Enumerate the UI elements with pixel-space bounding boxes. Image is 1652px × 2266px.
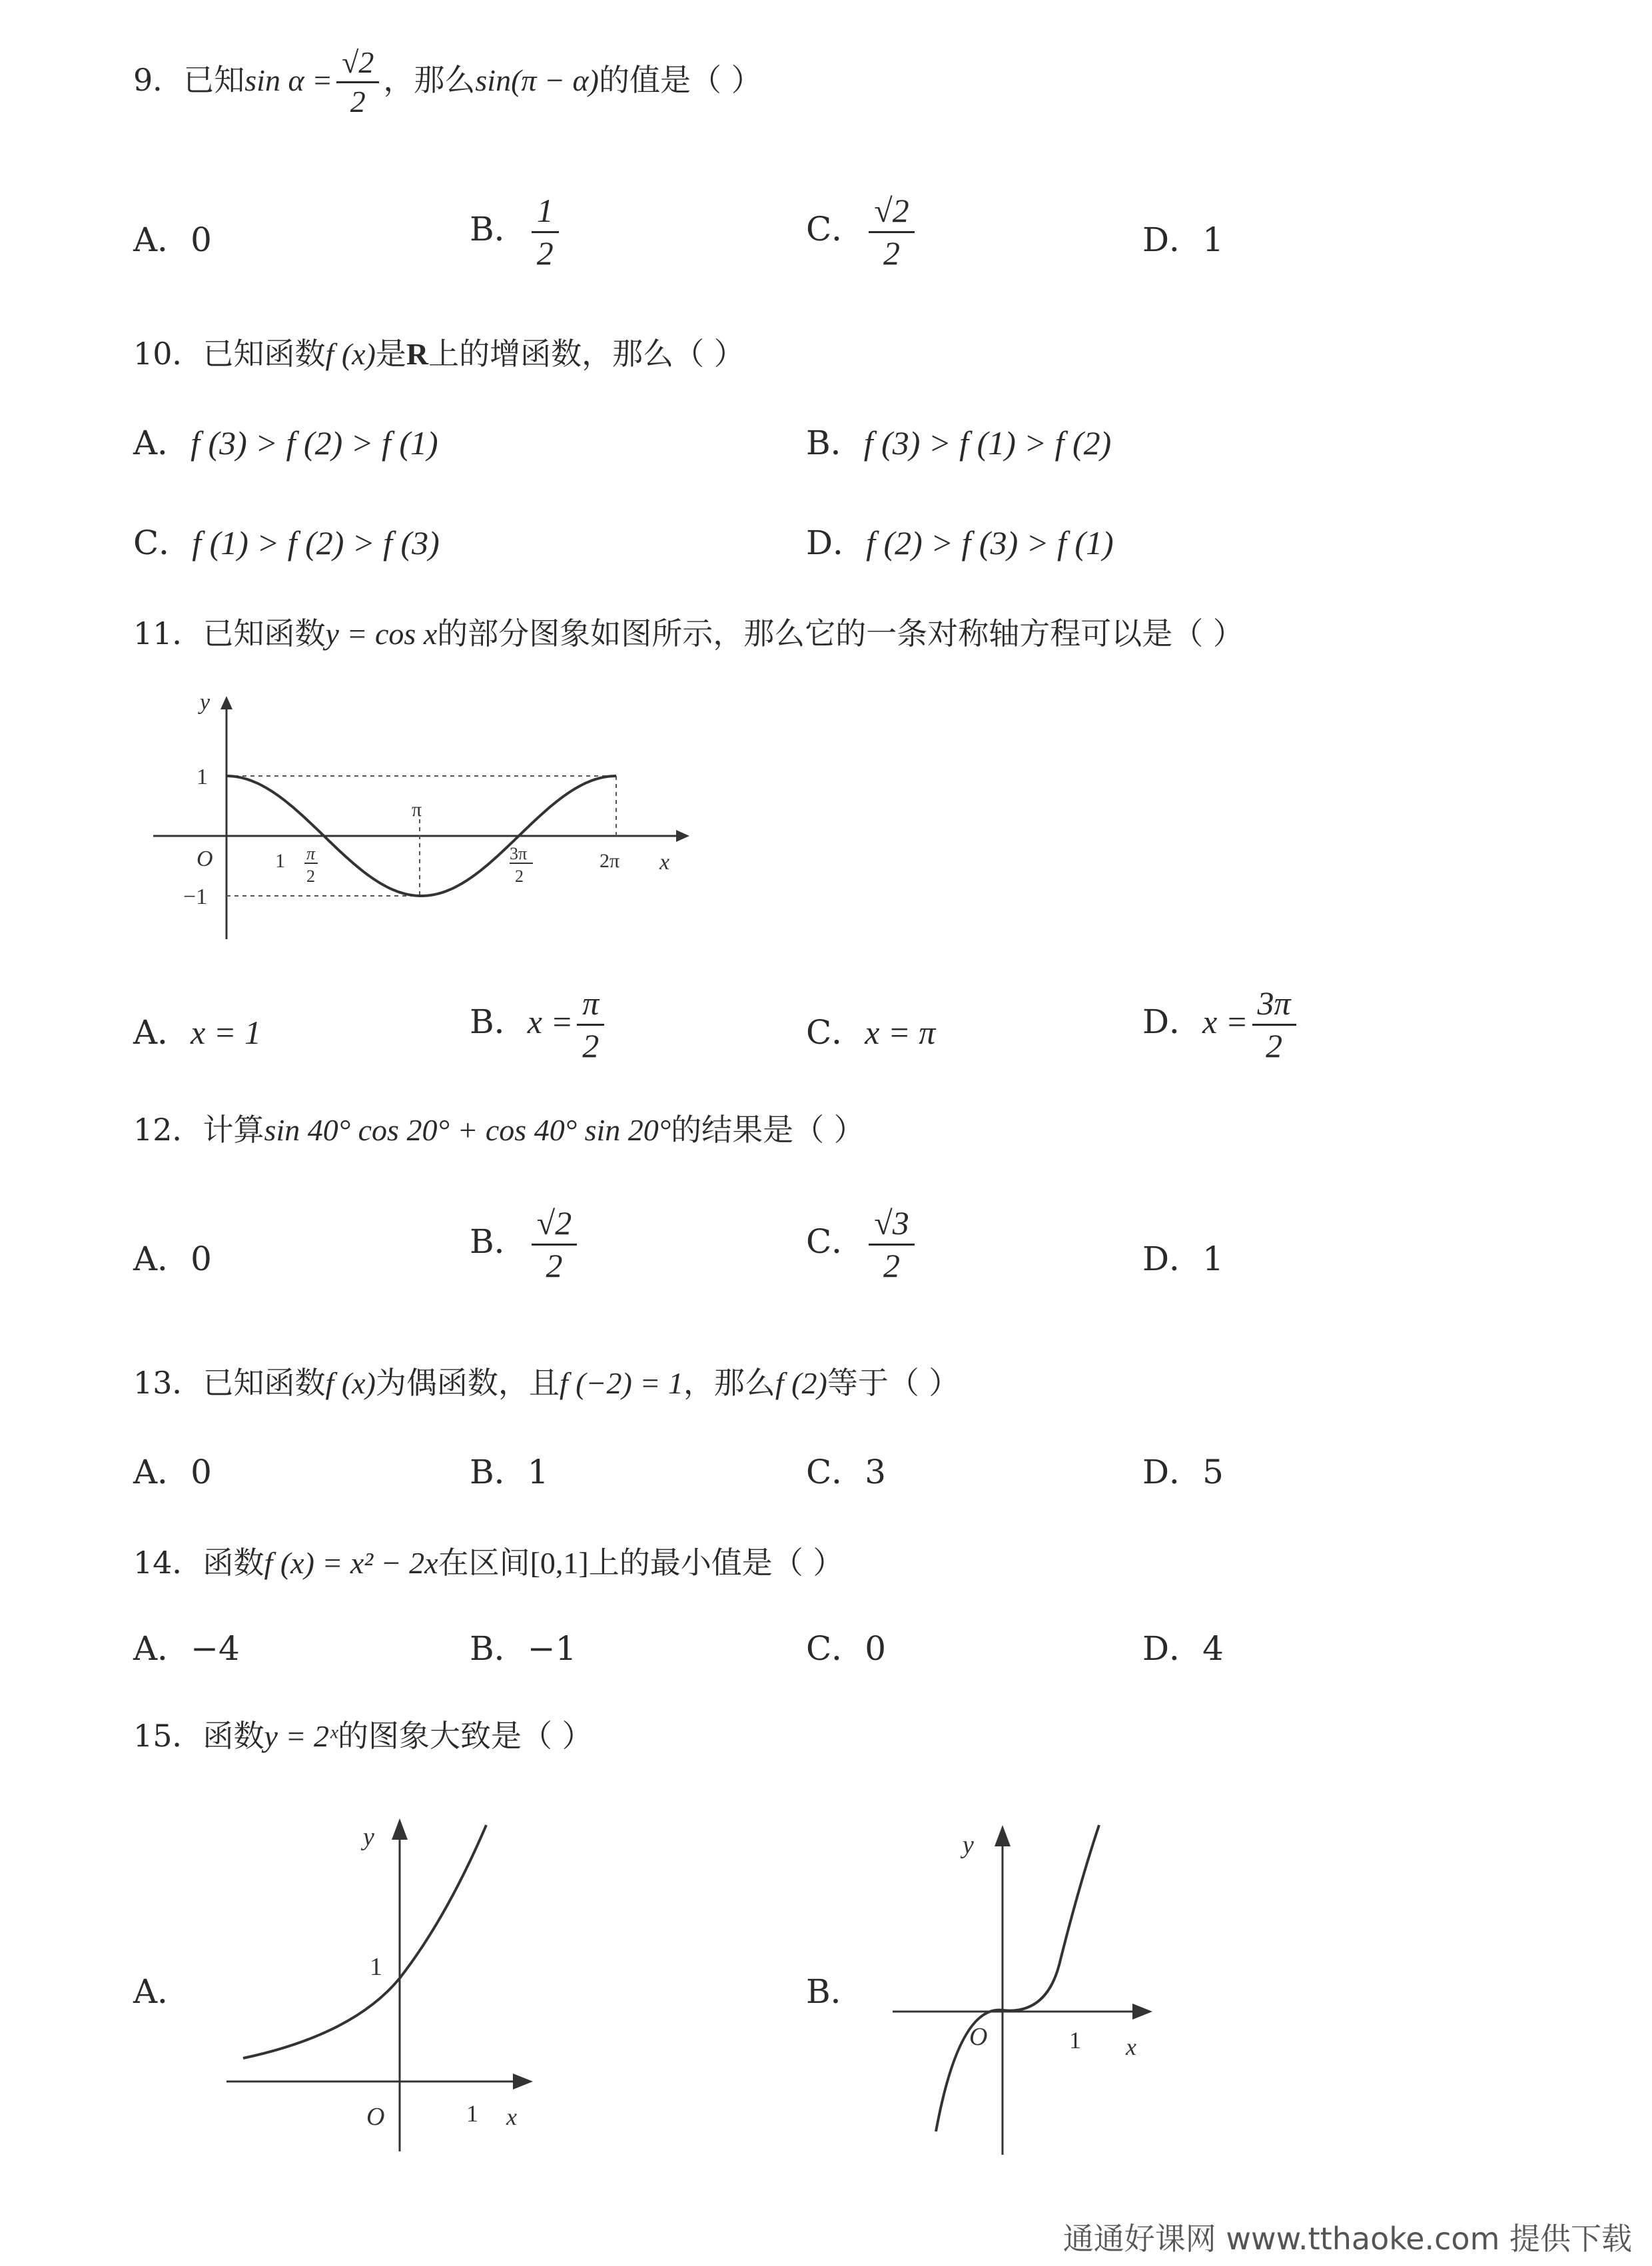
q13-text: ，那么 <box>683 1365 775 1401</box>
option-value: x = 1 <box>191 1014 262 1051</box>
q10-text: 是 <box>375 336 406 372</box>
question-14 <box>133 1539 843 1583</box>
q10-option-a[interactable] <box>133 416 438 464</box>
question-9 <box>133 47 762 119</box>
q12-expr: sin 40° cos 20° + cos 40° sin 20° <box>264 1113 671 1147</box>
q13-option-b[interactable] <box>470 1445 549 1493</box>
q10-fx: f (x) <box>325 337 376 371</box>
question-11 <box>133 609 1244 653</box>
frac-num: √3 <box>869 1206 914 1246</box>
frac-den: 2 <box>1266 1026 1283 1064</box>
frac-den: 2 <box>883 234 900 272</box>
option-label: C． <box>806 1629 865 1668</box>
option-label: D． <box>1142 1002 1203 1041</box>
q12-option-c[interactable] <box>806 1206 919 1283</box>
option-value: f (3) > f (1) > f (2) <box>863 424 1112 462</box>
y-axis-arrow <box>220 696 232 709</box>
q15-option-a[interactable] <box>133 1965 191 2013</box>
tick-y-one: 1 <box>370 1953 382 1981</box>
q14-option-b[interactable] <box>470 1622 576 1670</box>
frac-num: √2 <box>869 193 914 233</box>
q14-option-c[interactable] <box>806 1622 886 1670</box>
q12-text: 12．计算 <box>133 1112 264 1148</box>
q13-f2: f (2) <box>775 1366 827 1400</box>
y-label: y <box>963 1831 974 1859</box>
q15-graph-a <box>220 1812 540 2158</box>
x-label: x <box>659 850 670 875</box>
q11-option-c[interactable] <box>806 1006 935 1054</box>
option-value: 1 <box>1202 220 1224 259</box>
origin-label: O <box>366 2103 385 2131</box>
q13-text: 为偶函数，且 <box>375 1365 560 1401</box>
q10-real-set: R <box>406 337 429 371</box>
option-label: D． <box>1142 1240 1203 1278</box>
tick-x-one: 1 <box>1069 2027 1081 2054</box>
cubic-curve <box>936 1825 1099 2131</box>
option-prefix: x = <box>527 1003 574 1040</box>
q15-text: 的图象大致是（ ） <box>338 1718 593 1754</box>
option-label: C． <box>806 1013 865 1052</box>
tick-half-pi-den: 2 <box>306 867 315 886</box>
tick-2pi: 2π <box>600 850 620 872</box>
y-axis-arrow <box>995 1825 1011 1846</box>
option-value: 1 <box>1202 1240 1224 1278</box>
footer-watermark: 通通好课网 www.tthaoke.com 提供下载 <box>1062 2221 1632 2257</box>
q11-text: 的部分图象如图所示，那么它的一条对称轴方程可以是（ ） <box>437 615 1244 651</box>
option-label: B． <box>470 1453 528 1491</box>
q12-text: 的结果是（ ） <box>671 1112 865 1148</box>
tick-y-one: 1 <box>197 765 208 789</box>
q13-condition: f (−2) = 1 <box>559 1366 683 1400</box>
origin-label: O <box>197 847 213 871</box>
q11-option-a[interactable] <box>133 1006 261 1054</box>
option-label: A． <box>133 220 191 259</box>
frac-den: 2 <box>546 1246 563 1284</box>
y-axis-arrow <box>392 1818 408 1840</box>
tick-x-one: 1 <box>466 2100 478 2127</box>
q13-text: 等于（ ） <box>827 1365 960 1401</box>
q11-text: 11．已知函数 <box>133 615 326 651</box>
q9-number: 9．已知 <box>133 61 245 98</box>
q9-expr-sin-diff: sin(π − α) <box>475 63 599 97</box>
option-value: f (1) > f (2) > f (3) <box>192 524 440 562</box>
option-label: A． <box>133 1240 191 1278</box>
q10-option-c[interactable] <box>133 516 440 564</box>
option-label: D． <box>1142 1453 1203 1491</box>
option-label: B． <box>806 1972 864 2011</box>
question-10 <box>133 330 745 374</box>
option-label: A． <box>133 1972 191 2011</box>
q15-option-b[interactable] <box>806 1965 864 2013</box>
q9-option-c[interactable] <box>806 193 919 270</box>
q9-fraction <box>336 47 379 119</box>
tick-pi: π <box>412 799 422 821</box>
x-label: x <box>506 2103 517 2130</box>
option-label: C． <box>806 1453 865 1491</box>
option-value: x = π <box>865 1014 936 1051</box>
question-12 <box>133 1106 865 1150</box>
option-value: 0 <box>191 220 212 259</box>
frac-den: 2 <box>582 1026 600 1064</box>
q14-text: 在区间 <box>438 1545 530 1581</box>
option-prefix: x = <box>1202 1003 1248 1040</box>
frac-num: √2 <box>532 1206 577 1246</box>
q14-expr: f (x) = x² − 2x <box>264 1546 438 1580</box>
option-label: B． <box>470 1222 528 1261</box>
option-label: D． <box>1142 220 1203 259</box>
option-label: C． <box>133 524 193 562</box>
q9-mid-text: ，那么 <box>383 61 476 98</box>
option-value: 3 <box>865 1453 887 1491</box>
q14-text: 上的最小值是（ ） <box>588 1545 844 1581</box>
option-label: B． <box>470 1629 528 1668</box>
option-label: B． <box>470 1002 528 1041</box>
q9-option-d[interactable] <box>1142 213 1224 261</box>
q9-frac-den: 2 <box>350 85 366 119</box>
option-label: D． <box>1142 1629 1203 1668</box>
q14-text: 14．函数 <box>133 1545 264 1581</box>
q14-option-a[interactable] <box>133 1622 240 1670</box>
q10-text: 上的增函数，那么（ ） <box>428 336 745 372</box>
q11-option-b[interactable] <box>470 986 608 1063</box>
frac-num: 1 <box>532 193 559 233</box>
option-label: C． <box>806 210 865 248</box>
tick-3half-pi-den: 2 <box>515 867 524 886</box>
q13-text: 13．已知函数 <box>133 1365 326 1401</box>
option-label: C． <box>806 1222 865 1261</box>
y-label: y <box>363 1823 374 1851</box>
question-15 <box>133 1712 593 1756</box>
exponential-curve <box>243 1825 486 2058</box>
q11-option-d[interactable] <box>1142 986 1300 1063</box>
q14-interval: [0,1] <box>530 1546 589 1580</box>
option-label: A． <box>133 1453 191 1491</box>
option-label: A． <box>133 1629 191 1668</box>
x-axis-arrow <box>1132 2004 1152 2020</box>
frac-den: 2 <box>536 234 554 272</box>
frac-num: 3π <box>1252 986 1296 1026</box>
q9-option-a[interactable] <box>133 213 212 261</box>
q13-option-c[interactable] <box>806 1445 886 1493</box>
frac-num: π <box>577 986 604 1026</box>
option-value: 5 <box>1202 1453 1224 1491</box>
q9-expr-sin: sin α = <box>244 63 333 97</box>
tick-3half-pi-num: 3π <box>510 844 528 863</box>
option-label: D． <box>806 524 867 562</box>
tick-x-one: 1 <box>275 850 285 872</box>
option-value: 0 <box>191 1240 212 1278</box>
tick-y-neg-one: −1 <box>183 885 208 909</box>
option-label: B． <box>470 210 528 248</box>
q12-option-a[interactable] <box>133 1232 212 1280</box>
frac-den: 2 <box>883 1246 900 1284</box>
origin-label: O <box>969 2023 988 2051</box>
option-value: 0 <box>865 1629 887 1668</box>
question-13 <box>133 1359 959 1403</box>
q15-graph-b <box>879 1812 1159 2158</box>
option-value: 4 <box>1202 1629 1224 1668</box>
q10-option-d[interactable] <box>806 516 1114 564</box>
option-label: B． <box>806 424 864 462</box>
q10-option-b[interactable] <box>806 416 1111 464</box>
q13-option-d[interactable] <box>1142 1445 1224 1493</box>
q11-expr: y = cos x <box>325 617 438 651</box>
option-value: −4 <box>191 1629 240 1668</box>
q12-option-d[interactable] <box>1142 1232 1224 1280</box>
x-axis-arrow <box>513 2074 533 2089</box>
q9-option-b[interactable] <box>470 193 563 270</box>
option-value: f (2) > f (3) > f (1) <box>866 524 1114 562</box>
y-label: y <box>200 690 210 715</box>
q15-text: 15．函数 <box>133 1718 264 1754</box>
q13-option-a[interactable] <box>133 1445 212 1493</box>
q10-text: 10．已知函数 <box>133 336 326 372</box>
option-value: f (3) > f (2) > f (1) <box>191 424 438 462</box>
q15-expr: y = 2ˣ <box>264 1719 338 1753</box>
q9-frac-num: √2 <box>336 47 379 83</box>
tick-half-pi-num: π <box>306 844 316 863</box>
x-axis-arrow <box>676 830 689 842</box>
q13-fx: f (x) <box>325 1366 376 1400</box>
option-value: −1 <box>527 1629 577 1668</box>
q12-option-b[interactable] <box>470 1206 581 1283</box>
q14-option-d[interactable] <box>1142 1622 1224 1670</box>
x-label: x <box>1126 2034 1136 2060</box>
q9-tail-text: 的值是（ ） <box>598 61 762 98</box>
option-value: 0 <box>191 1453 212 1491</box>
option-label: A． <box>133 1013 191 1052</box>
q11-cosine-graph <box>143 686 703 952</box>
option-label: A． <box>133 424 191 462</box>
option-value: 1 <box>527 1453 549 1491</box>
